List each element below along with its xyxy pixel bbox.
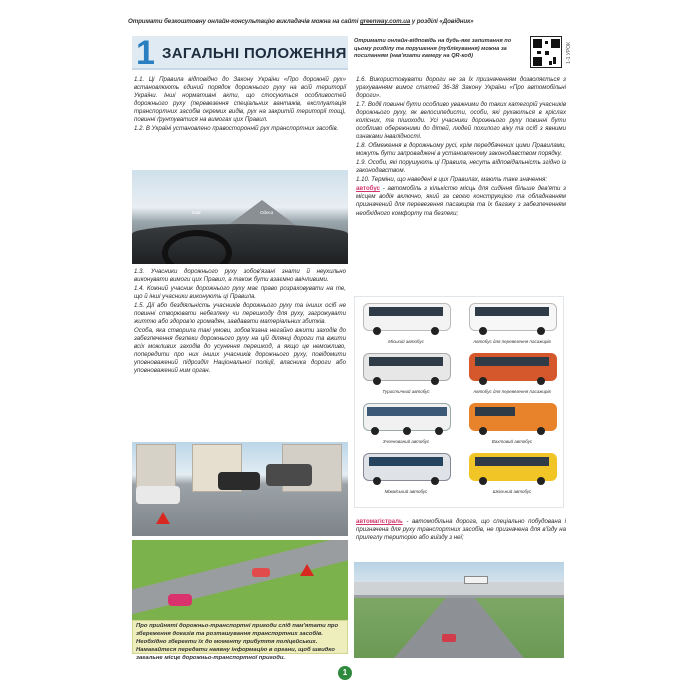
book-page: [128, 14, 574, 686]
bus-types-image: [354, 296, 564, 508]
right-column-top: [356, 76, 566, 219]
bus-caption: Зчленований автобус: [382, 439, 430, 444]
motorway-overpass-image: [354, 562, 564, 658]
header-link[interactable]: greenway.com.ua: [359, 18, 411, 25]
paragraph-1-5-cont: Особа, яка створила такі умови, зобов'язана негайно вжити заходів до забезпечення безпеки дорожнього руху на цій ділянці дороги та вжити всіх можливих заходів до усунення перешкод, а якщо це неможливо, попередити про них інших учасників дорожнього руху, повідомити уповноважений підрозділ Національної поліції, власника дороги або уповноважений ним орган.: [134, 327, 346, 375]
bus-caption: Автобус для перевезення пасажирів: [473, 389, 551, 394]
bus-icon: [363, 353, 451, 387]
term-motorway: [356, 518, 566, 542]
warning-triangle-icon: [156, 512, 170, 524]
left-column-top: [134, 76, 346, 134]
paragraph-1-9: 1.9. Особи, які порушують ці Правила, несуть відповідальність згідно із законодавством.: [356, 159, 566, 175]
bus-icon: [363, 403, 451, 437]
qr-code-icon: [530, 36, 562, 68]
safety-caption: Про прийняті дорожньо-транспортні пригоди слід пам'ятати про збереження доказів та розташування транспортних засобів. Необхідно зберегти їх до моменту прибуття поліцейських. Намагайтеся передати наявну інформацію в органи, щоб швидко загальне місце дорожньо-транспортної пригоди.: [132, 620, 348, 654]
paragraph-1-2: 1.2. В Україні установлено правосторонній рух транспортних засобів.: [134, 125, 339, 133]
bus-caption: Міський автобус: [388, 339, 424, 344]
paragraph-1-1: 1.1. Ці Правила відповідно до Закону України «Про дорожній рух» встановлюють єдиний порядок дорожнього руху на всій території України. Інші нормативні акти, що стосуються особливостей дорожнього руху (перевезення спеціальних вантажів, експлуатація транспортних засобів окремих видів, рух на закритій території тощ), повинні ґрунтуватися на вимогах цих Правил.: [134, 76, 346, 124]
road-sign-text: Київ: [192, 210, 201, 215]
qr-note: Отримати онлайн-відповідь на будь-яке запитання по цьому розділу та порушення (публікування) можна за посиланням (нав'язати камеру на QR-код): [354, 38, 512, 60]
header-text-after: у розділі «Довідник»: [411, 18, 474, 25]
term-bus-definition: - автомобіль з кількістю місць для сидіння більше дев'яти з місцем водія включно, який за своєю конструкцією та обладнанням призначений для перевезення пасажирів та їх багажу з забезпеченням необхідного комфорту та безпеки;: [356, 185, 566, 217]
car-shape: [218, 472, 260, 490]
bus-icon: [469, 453, 557, 487]
car-interior-image: [132, 170, 348, 264]
accident-scene-image: [132, 442, 348, 536]
term-motorway-word: автомагістраль: [356, 518, 403, 525]
paragraph-1-4: 1.4. Кожний учасник дорожнього руху має право розраховувати на те, що й інші учасники виконують ці Правила.: [134, 285, 346, 301]
bus-icon: [363, 453, 451, 487]
bus-caption: Туристичний автобус: [382, 389, 430, 394]
paragraph-1-6: 1.6. Використовувати дороги не за їх призначенням дозволяється з урахуванням вимог статей 36-38 Закону України «Про автомобільні дороги».: [356, 76, 566, 100]
paragraph-1-7: 1.7. Водії повинні бути особливо уважними до таких категорій учасників дорожнього руху, як велосипедисти, особи, які рухаються в кріслах колісних, та пішоходи. Усі учасники дорожнього руху повинні бути особливо обережними до дітей, людей похилого віку та осіб з явними ознаками інвалідності.: [356, 101, 566, 141]
bus-caption: Вахтовий автобус: [491, 439, 533, 444]
term-bus-word: автобус: [356, 185, 380, 193]
bus-caption: Автобус для перевезення пасажирів: [473, 339, 551, 344]
page-number: 1: [338, 666, 352, 680]
bus-caption: Міжміський автобус: [384, 489, 428, 494]
header-text: Отримати безкоштовну онлайн-консультацію викладачів можна на сайті: [128, 18, 359, 25]
bus-caption: Шкільний автобус: [492, 489, 532, 494]
car-shape: [442, 634, 456, 642]
right-column-bottom: [356, 518, 566, 543]
building-shape: [136, 444, 176, 492]
car-shape: [136, 486, 180, 504]
paragraph-1-5: 1.5. Дії або бездіяльність учасників дорожнього руху та інших осіб не повинні створювати небезпеку чи перешкоду для руху, загрожувати життю або здоров'ю громадян, завдавати матеріальних збитків.: [134, 302, 346, 326]
car-shape: [252, 568, 270, 577]
car-shape: [168, 594, 192, 606]
warning-triangle-icon: [300, 564, 314, 576]
paragraph-1-10: 1.10. Терміни, що наведені в цих Правилах, мають таке значення:: [356, 176, 548, 184]
bridge-shape: [354, 582, 564, 598]
aerial-road-image: [132, 540, 348, 620]
chapter-number: 1: [136, 34, 155, 72]
chapter-heading: [132, 36, 348, 70]
term-bus: [356, 185, 566, 217]
side-label: 1-1 УРОК: [566, 42, 572, 64]
truck-shape: [464, 576, 488, 584]
bus-icon: [363, 303, 451, 337]
road-sign-text: Одеса: [260, 210, 274, 215]
bus-icon: [469, 353, 557, 387]
page-header: [128, 18, 574, 25]
paragraph-1-3: 1.3. Учасники дорожнього руху зобов'язані знати й неухильно виконувати вимоги цих Правил, а також бути взаємно ввічливими.: [134, 268, 346, 284]
road-shape: [132, 540, 348, 620]
chapter-title: ЗАГАЛЬНІ ПОЛОЖЕННЯ: [162, 45, 347, 62]
left-column-bottom: [134, 268, 346, 376]
road-shape: [394, 598, 524, 658]
term-motorway-definition: - автомобільна дорога, що спеціально побудована і призначена для руху транспортних засобів, не призначена для в'їзду на прилеглу територію або виїзду з неї;: [356, 518, 566, 542]
van-shape: [266, 464, 312, 486]
bus-icon: [469, 303, 557, 337]
bus-icon: [469, 403, 557, 437]
paragraph-1-8: 1.8. Обмеження в дорожньому русі, крім передбачених цими Правилами, можуть бути запроваджені в установленому законодавством порядку.: [356, 142, 566, 158]
